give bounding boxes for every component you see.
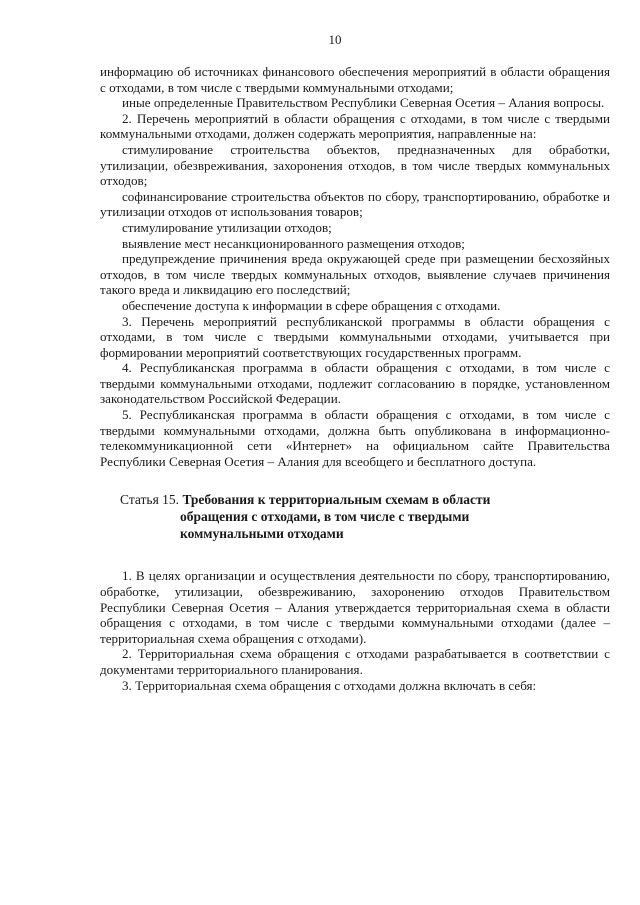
article-label: Статья 15. <box>120 492 183 508</box>
paragraph: 1. В целях организации и осуществления деятельности по сбору, транспортированию, обработке, утилизации, обезвреживанию, захоронению отходов Правительством Республики Северная Осетия – Алания утверждается территориальная схема в области обращения с отходами, в том числе с твердыми коммунальными отходами (далее – территориальная схема обращения с отходами). <box>100 568 610 646</box>
article-title-line3: коммунальными отходами <box>180 526 344 542</box>
paragraph: 2. Перечень мероприятий в области обращения с отходами, в том числе с твердыми коммунальными отходами, должен содержать мероприятия, направленные на: <box>100 110 610 142</box>
paragraph: информацию об источниках финансового обеспечения мероприятий в области обращения с отходами, в том числе с твердыми коммунальными отходами; <box>100 64 610 95</box>
paragraph: софинансирование строительства объектов по сбору, транспортированию, обработке и утилизации отходов от использования товаров; <box>100 188 610 220</box>
paragraph: выявление мест несанкционированного размещения отходов; <box>122 235 465 251</box>
paragraph: 5. Республиканская программа в области обращения с отходами, в том числе с твердыми коммунальными отходами, должна быть опубликована в информационно-телекоммуникационной сети «Интернет» на официальном сайте Правительства Республики Северная Осетия – Алания для всеобщего и бесплатного доступа. <box>100 407 610 469</box>
paragraph: 3. Территориальная схема обращения с отходами должна включать в себя: <box>122 677 537 693</box>
paragraph: стимулирование утилизации отходов; <box>122 219 332 235</box>
paragraph: иные определенные Правительством Республики Северная Осетия – Алания вопросы. <box>122 95 605 111</box>
article-title-line1: Требования к территориальным схемам в области <box>182 492 491 508</box>
paragraph: 4. Республиканская программа в области обращения с отходами, в том числе с твердыми коммунальными отходами, подлежит согласованию в порядке, установленном законодательством Российской Федерации. <box>100 360 610 407</box>
article-heading <box>120 491 610 542</box>
paragraph: 2. Территориальная схема обращения с отходами разрабатывается в соответствии с документами территориального планирования. <box>100 646 610 677</box>
paragraph: предупреждение причинения вреда окружающей среде при размещении бесхозяйных отходов, в том числе твердых коммунальных отходов, выявление случаев причинения такого вреда и ликвидацию его последствий; <box>100 251 610 298</box>
paragraph: стимулирование строительства объектов, предназначенных для обработки, утилизации, обезвреживания, захоронения отходов, в том числе твердых коммунальных отходов; <box>100 141 610 189</box>
article-title-line2: обращения с отходами, в том числе с твердыми <box>180 509 470 525</box>
paragraph: 3. Перечень мероприятий республиканской программы в области обращения с отходами, в том числе с твердыми коммунальными отходами, учитывается при формировании мероприятий соответствующих государственных программ. <box>100 313 610 360</box>
paragraph: обеспечение доступа к информации в сфере обращения с отходами. <box>122 297 501 313</box>
page-number: 10 <box>328 32 342 47</box>
